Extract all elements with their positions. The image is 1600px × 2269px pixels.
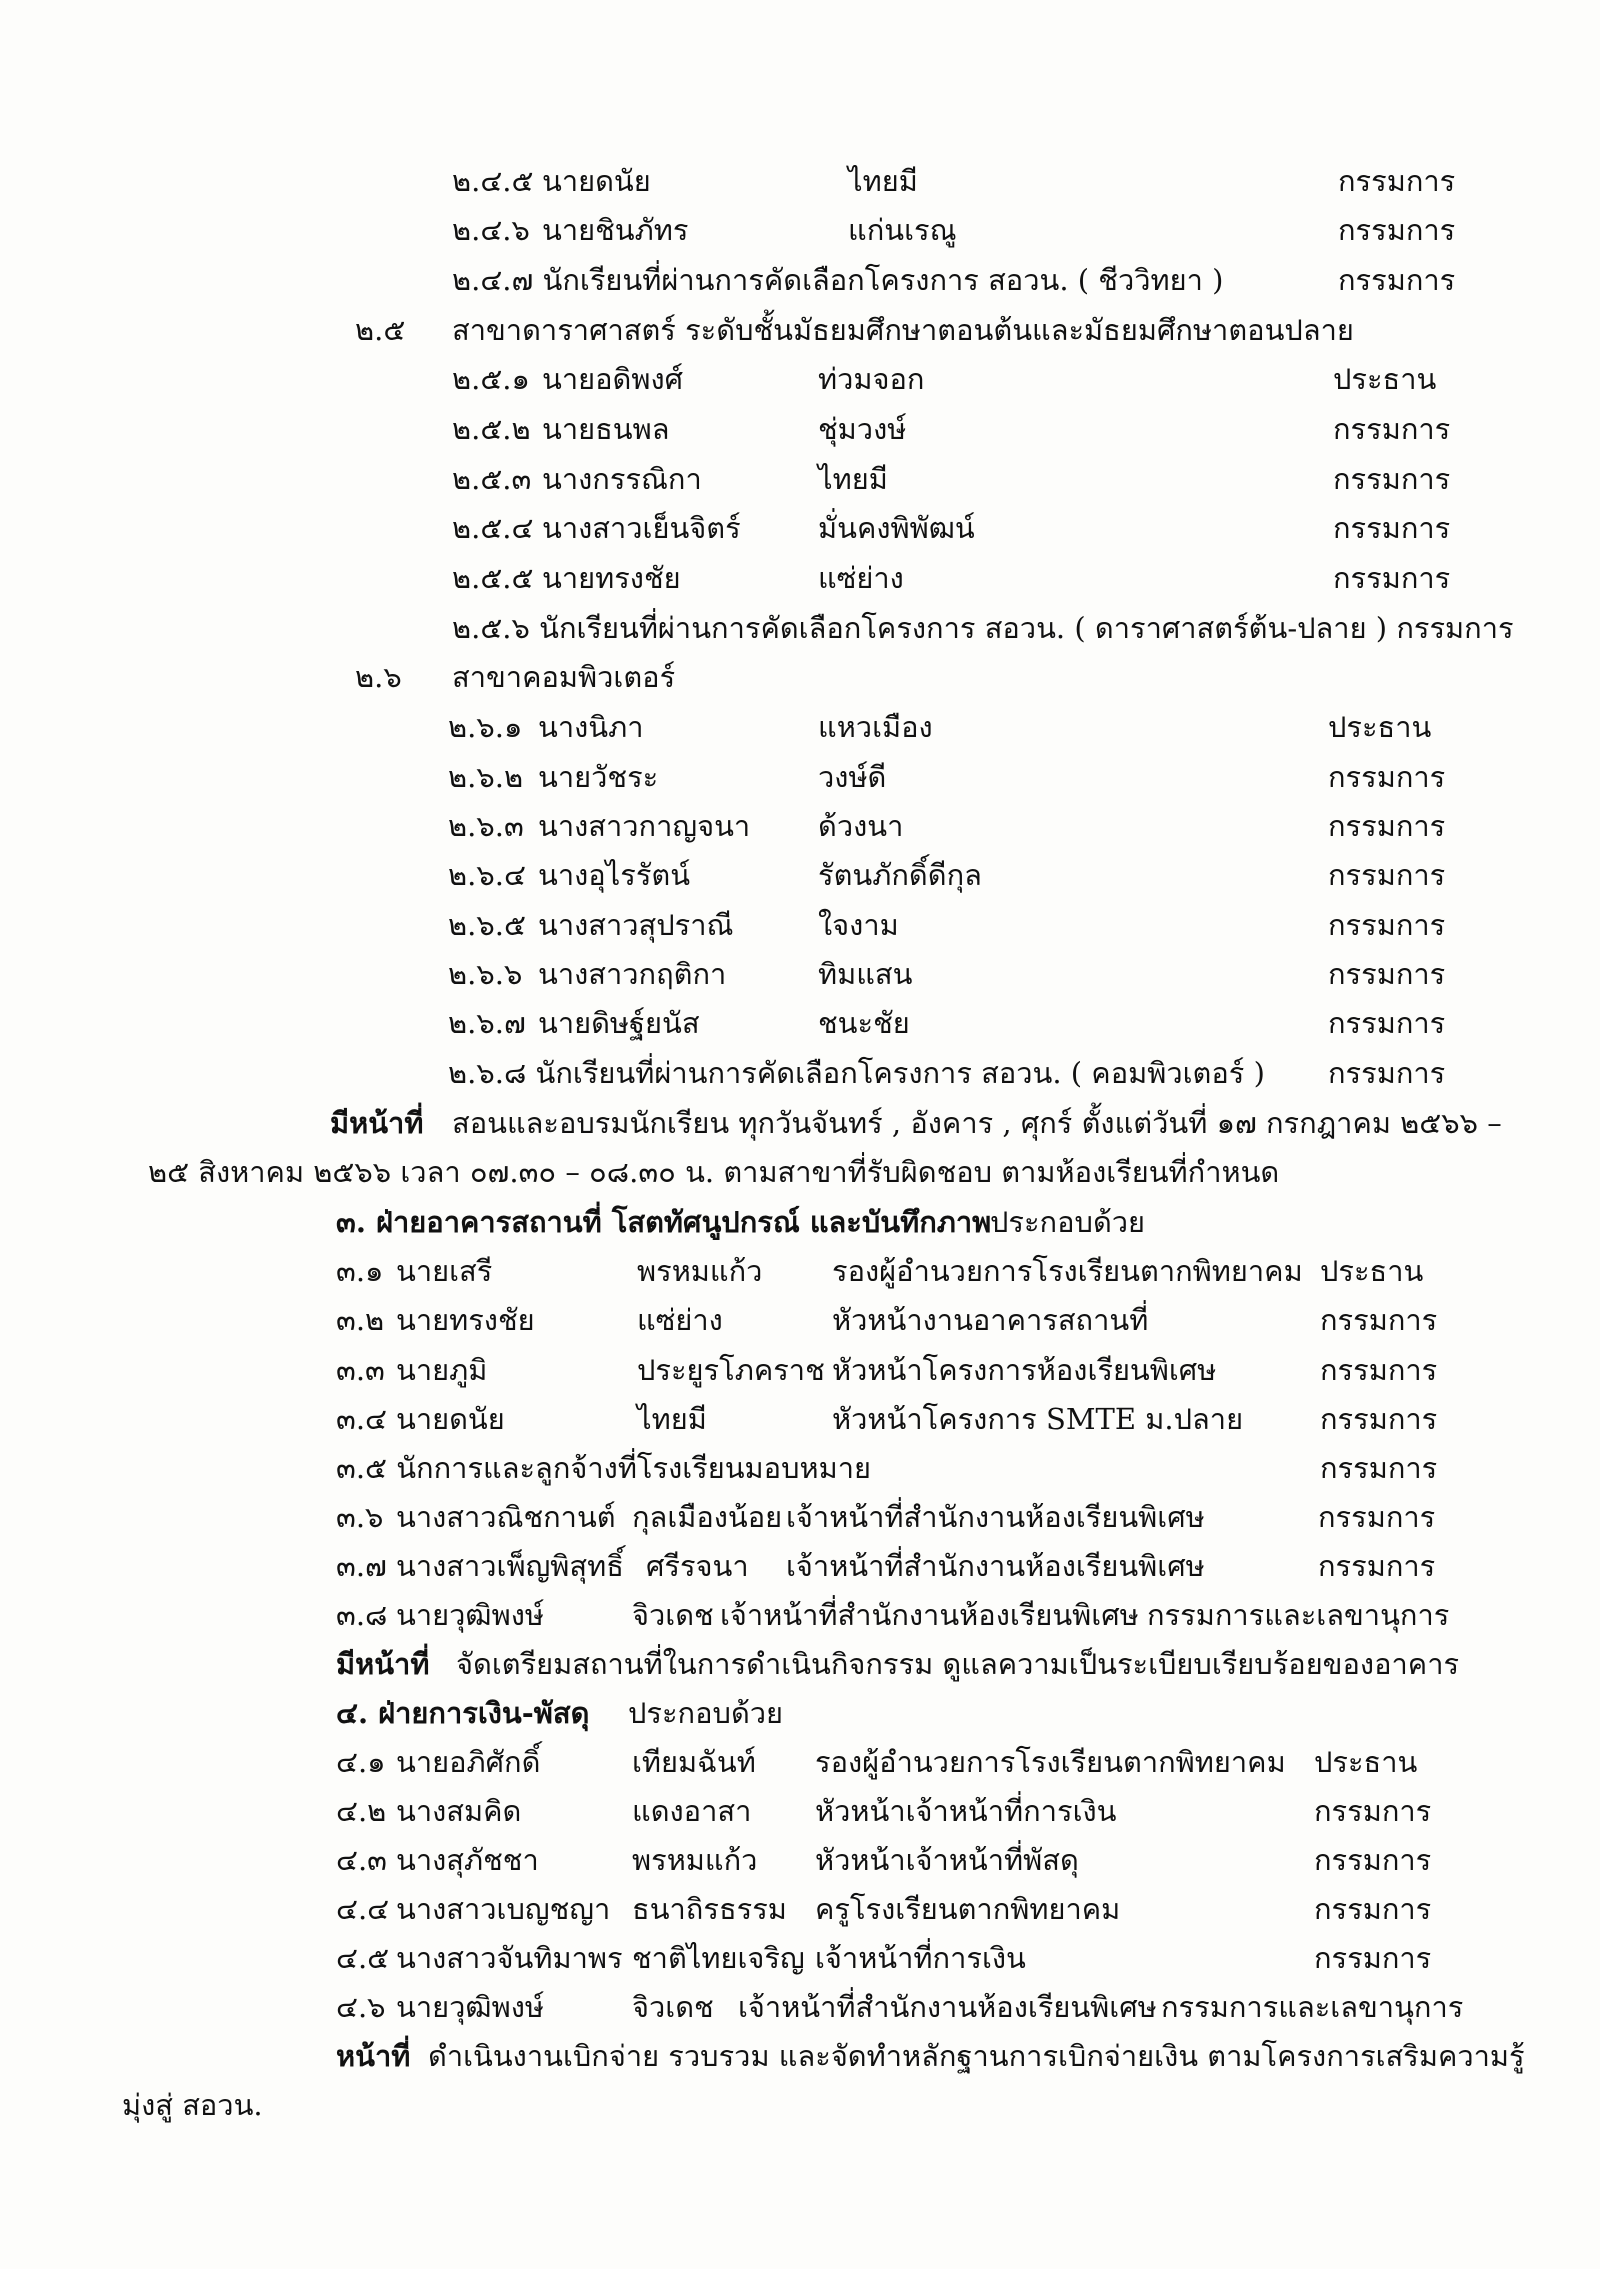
member-number: ๓.๖ — [336, 1500, 384, 1534]
member-row — [0, 1000, 1600, 1046]
member-number: ๓.๑ — [336, 1254, 384, 1288]
member-row — [0, 1886, 1600, 1932]
member-surname: ไทยมี — [818, 462, 888, 496]
member-text: ๓.๕ นักการและลูกจ้างที่โรงเรียนมอบหมาย — [336, 1451, 871, 1485]
student-row — [0, 605, 1600, 651]
member-name: นางสาวจันทิมาพร — [396, 1941, 623, 1975]
member-role: กรรมการ — [1328, 957, 1446, 991]
member-role: กรรมการ — [1328, 809, 1446, 843]
member-name: นางสาวเย็นจิตร์ — [542, 511, 741, 545]
member-number: ๒.๖.๖ — [448, 957, 523, 991]
duty-text: มุ่งสู่ สอวน. — [122, 2088, 263, 2122]
member-name: นางสาวณิชกานต์ — [396, 1500, 616, 1534]
duty-text: ๒๕ สิงหาคม ๒๕๖๖ เวลา ๐๗.๓๐ – ๐๘.๓๐ น. ตามสาขาที่รับผิดชอบ ตามห้องเรียนที่กำหนด — [148, 1155, 1280, 1189]
member-row — [0, 1494, 1600, 1540]
member-role: ประธาน — [1314, 1745, 1418, 1779]
duty-line — [0, 2082, 1600, 2128]
member-name: นายอภิศักดิ์ — [396, 1745, 541, 1779]
section-title: สาขาคอมพิวเตอร์ — [452, 660, 676, 694]
member-position: หัวหน้าเจ้าหน้าที่การเงิน — [815, 1794, 1117, 1828]
member-surname: ชาติไทยเจริญ — [632, 1941, 805, 1975]
member-role: กรรมการ — [1328, 858, 1446, 892]
section-suffix: ประกอบด้วย — [990, 1205, 1146, 1239]
member-row — [0, 1935, 1600, 1981]
member-name: นายดนัย — [396, 1402, 505, 1436]
student-text: ๒.๖.๘ นักเรียนที่ผ่านการคัดเลือกโครงการ สอวน. ( คอมพิวเตอร์ ) — [448, 1056, 1265, 1090]
member-row — [0, 1788, 1600, 1834]
member-position: หัวหน้าโครงการห้องเรียนพิเศษ — [832, 1353, 1217, 1387]
member-name: นายทรงชัย — [396, 1303, 535, 1337]
member-number: ๔.๕ — [336, 1941, 390, 1975]
section-title: ๔. ฝ่ายการเงิน-พัสดุ — [336, 1696, 590, 1730]
member-role: ประธาน — [1328, 710, 1432, 744]
student-row — [0, 1050, 1600, 1096]
member-surname: ทิมแสน — [818, 957, 913, 991]
member-row — [0, 158, 1600, 204]
member-name: นายวัชระ — [538, 760, 659, 794]
member-role: กรรมการ — [1320, 1303, 1438, 1337]
member-position: เจ้าหน้าที่การเงิน — [815, 1941, 1026, 1975]
member-name: นางสมคิด — [396, 1794, 522, 1828]
member-row — [0, 704, 1600, 750]
member-position: เจ้าหน้าที่สำนักงานห้องเรียนพิเศษ — [720, 1598, 1139, 1632]
member-surname: ไทยมี — [637, 1402, 707, 1436]
member-row — [0, 1396, 1600, 1442]
member-role: ประธาน — [1320, 1254, 1424, 1288]
member-role: กรรมการ — [1333, 462, 1451, 496]
member-position: ครูโรงเรียนตากพิทยาคม — [815, 1892, 1121, 1926]
section-heading — [0, 654, 1600, 700]
member-role: กรรมการ — [1333, 561, 1451, 595]
member-surname: ไทยมี — [848, 164, 918, 198]
member-surname: ท่วมจอก — [818, 362, 925, 396]
member-position: เจ้าหน้าที่สำนักงานห้องเรียนพิเศษ — [738, 1990, 1157, 2024]
member-row — [0, 1445, 1600, 1491]
section-heading — [0, 1690, 1600, 1736]
member-row — [0, 505, 1600, 551]
section-title: สาขาดาราศาสตร์ ระดับชั้นมัธยมศึกษาตอนต้นและมัธยมศึกษาตอนปลาย — [452, 313, 1354, 347]
duty-text: ดำเนินงานเบิกจ่าย รวบรวม และจัดทำหลักฐานการเบิกจ่ายเงิน ตามโครงการเสริมความรู้ — [428, 2039, 1525, 2073]
member-surname: แหวเมือง — [818, 710, 933, 744]
member-name: นางอุไรรัตน์ — [538, 858, 691, 892]
member-number: ๒.๖.๕ — [448, 908, 526, 942]
section-suffix: ประกอบด้วย — [628, 1696, 784, 1730]
member-name: นายเสรี — [396, 1254, 493, 1288]
member-role: กรรมการ — [1328, 1006, 1446, 1040]
member-name: นางสาวกาญจนา — [538, 809, 751, 843]
member-role: กรรมการ — [1318, 1549, 1436, 1583]
member-row — [0, 1543, 1600, 1589]
member-role: กรรมการ — [1320, 1451, 1438, 1485]
member-number: ๔.๔ — [336, 1892, 390, 1926]
member-surname: แซ่ย่าง — [637, 1303, 723, 1337]
member-number: ๓.๓ — [336, 1353, 385, 1387]
section-number: ๒.๖ — [355, 660, 402, 694]
member-role: กรรมการ — [1314, 1843, 1432, 1877]
student-text: ๒.๕.๖ นักเรียนที่ผ่านการคัดเลือกโครงการ สอวน. ( ดาราศาสตร์ต้น-ปลาย ) กรรมการ — [452, 611, 1514, 645]
member-role: กรรมการ — [1328, 760, 1446, 794]
member-role: กรรมการ — [1320, 1402, 1438, 1436]
duty-text: สอนและอบรมนักเรียน ทุกวันจันทร์ , อังคาร , ศุกร์ ตั้งแต่วันที่ ๑๗ กรกฎาคม ๒๕๖๖ – — [452, 1106, 1502, 1140]
member-surname: วงษ์ดี — [818, 760, 887, 794]
member-role: กรรมการ — [1314, 1794, 1432, 1828]
member-role: กรรมการ — [1333, 412, 1451, 446]
member-row — [0, 803, 1600, 849]
member-name: นายธนพล — [542, 412, 670, 446]
member-name: นางสาวเพ็ญพิสุทธิ์ — [396, 1549, 624, 1583]
member-name: นางสาวสุปราณี — [538, 908, 734, 942]
member-row — [0, 356, 1600, 402]
member-role: ประธาน — [1333, 362, 1437, 396]
member-name: นายดิษฐ์ยนัส — [538, 1006, 700, 1040]
member-position: หัวหน้าโครงการ SMTE ม.ปลาย — [832, 1402, 1244, 1436]
member-row — [0, 1592, 1600, 1638]
member-surname: ประยูรโภคราช — [637, 1353, 825, 1387]
member-role: กรรมการ — [1318, 1500, 1436, 1534]
member-surname: ธนาถิรธรรม — [632, 1892, 787, 1926]
member-position: หัวหน้าเจ้าหน้าที่พัสดุ — [815, 1843, 1079, 1877]
duty-line — [0, 1149, 1600, 1195]
member-position: รองผู้อำนวยการโรงเรียนตากพิทยาคม — [815, 1745, 1286, 1779]
member-position: เจ้าหน้าที่สำนักงานห้องเรียนพิเศษ — [786, 1500, 1205, 1534]
section-heading — [0, 307, 1600, 353]
member-surname: แซ่ย่าง — [818, 561, 904, 595]
member-name: นางสุภัชชา — [396, 1843, 539, 1877]
member-row — [0, 1297, 1600, 1343]
member-surname: ชนะชัย — [818, 1006, 910, 1040]
member-number: ๒.๕.๕ — [452, 561, 534, 595]
member-role: กรรมการ — [1333, 511, 1451, 545]
member-role: กรรมการ — [1328, 908, 1446, 942]
section-title: ๓. ฝ่ายอาคารสถานที่ โสตทัศนูปกรณ์ และบันทึกภาพ — [336, 1205, 992, 1239]
member-surname: ใจงาม — [818, 908, 899, 942]
member-row — [0, 555, 1600, 601]
member-role: กรรมการ — [1320, 1353, 1438, 1387]
member-number: ๒.๕.๔ — [452, 511, 534, 545]
member-row — [0, 951, 1600, 997]
member-name: นายทรงชัย — [542, 561, 681, 595]
member-name: นายวุฒิพงษ์ — [396, 1598, 544, 1632]
member-name: นางสาวเบญชญา — [396, 1892, 611, 1926]
member-row — [0, 406, 1600, 452]
student-row — [0, 257, 1600, 303]
student-text: ๒.๔.๗ นักเรียนที่ผ่านการคัดเลือกโครงการ สอวน. ( ชีววิทยา ) — [452, 263, 1224, 297]
member-number: ๒.๖.๒ — [448, 760, 524, 794]
member-number: ๔.๓ — [336, 1843, 387, 1877]
duty-line — [0, 1100, 1600, 1146]
member-number: ๒.๔.๖ — [452, 213, 530, 247]
member-number: ๔.๑ — [336, 1745, 386, 1779]
member-number: ๒.๖.๔ — [448, 858, 526, 892]
member-surname: รัตนภักดิ์ดีกุล — [818, 858, 982, 892]
member-number: ๒.๕.๓ — [452, 462, 532, 496]
member-number: ๒.๖.๓ — [448, 809, 524, 843]
member-row — [0, 456, 1600, 502]
member-number: ๓.๒ — [336, 1303, 385, 1337]
duty-label: มีหน้าที่ — [336, 1647, 430, 1681]
member-role: กรรมการและเลขานุการ — [1147, 1598, 1450, 1632]
member-row — [0, 1837, 1600, 1883]
member-surname: ศรีรจนา — [646, 1549, 749, 1583]
member-surname: จิวเดช — [632, 1990, 714, 2024]
member-row — [0, 754, 1600, 800]
member-number: ๒.๖.๑ — [448, 710, 523, 744]
duty-line — [0, 2033, 1600, 2079]
duty-label: หน้าที่ — [336, 2039, 411, 2073]
duty-text: จัดเตรียมสถานที่ในการดำเนินกิจกรรม ดูแลความเป็นระเบียบเรียบร้อยของอาคาร — [456, 1647, 1460, 1681]
member-surname: จิวเดช — [632, 1598, 714, 1632]
member-role: กรรมการ — [1338, 213, 1456, 247]
member-name: นายวุฒิพงษ์ — [396, 1990, 544, 2024]
member-surname: มั่นคงพิพัฒน์ — [818, 511, 975, 545]
member-row — [0, 1984, 1600, 2030]
member-position: รองผู้อำนวยการโรงเรียนตากพิทยาคม — [832, 1254, 1303, 1288]
member-number: ๓.๗ — [336, 1549, 387, 1583]
member-surname: แก่นเรณู — [848, 213, 957, 247]
member-name: นางนิภา — [538, 710, 644, 744]
member-name: นายดนัย — [542, 164, 651, 198]
member-number: ๒.๕.๒ — [452, 412, 531, 446]
member-number: ๒.๔.๕ — [452, 164, 534, 198]
member-surname: แดงอาสา — [632, 1794, 752, 1828]
member-row — [0, 852, 1600, 898]
member-number: ๔.๖ — [336, 1990, 386, 2024]
member-role: กรรมการ — [1314, 1941, 1432, 1975]
member-surname: พรหมแก้ว — [637, 1254, 763, 1288]
member-surname: ชุ่มวงษ์ — [818, 412, 907, 446]
duty-label: มีหน้าที่ — [330, 1106, 424, 1140]
member-surname: ด้วงนา — [818, 809, 904, 843]
member-number: ๒.๕.๑ — [452, 362, 530, 396]
member-name: นางกรรณิกา — [542, 462, 702, 496]
member-role: กรรมการและเลขานุการ — [1161, 1990, 1464, 2024]
member-name: นายภูมิ — [396, 1353, 488, 1387]
member-position: เจ้าหน้าที่สำนักงานห้องเรียนพิเศษ — [786, 1549, 1205, 1583]
member-number: ๓.๘ — [336, 1598, 388, 1632]
section-heading — [0, 1199, 1600, 1245]
member-name: นายอดิพงศ์ — [542, 362, 684, 396]
member-row — [0, 207, 1600, 253]
member-role: กรรมการ — [1314, 1892, 1432, 1926]
member-role: กรรมการ — [1328, 1056, 1446, 1090]
member-role: กรรมการ — [1338, 164, 1456, 198]
member-surname: พรหมแก้ว — [632, 1843, 758, 1877]
member-name: นายชินภัทร — [542, 213, 689, 247]
member-number: ๔.๒ — [336, 1794, 387, 1828]
member-number: ๒.๖.๗ — [448, 1006, 526, 1040]
member-number: ๓.๔ — [336, 1402, 387, 1436]
member-row — [0, 1248, 1600, 1294]
member-surname: กุลเมืองน้อย — [632, 1500, 783, 1534]
member-row — [0, 1739, 1600, 1785]
member-row — [0, 1347, 1600, 1393]
member-position: หัวหน้างานอาคารสถานที่ — [832, 1303, 1149, 1337]
member-row — [0, 902, 1600, 948]
duty-line — [0, 1641, 1600, 1687]
section-number: ๒.๕ — [355, 313, 406, 347]
member-role: กรรมการ — [1338, 263, 1456, 297]
member-name: นางสาวกฤติกา — [538, 957, 727, 991]
member-surname: เทียมฉันท์ — [632, 1745, 756, 1779]
